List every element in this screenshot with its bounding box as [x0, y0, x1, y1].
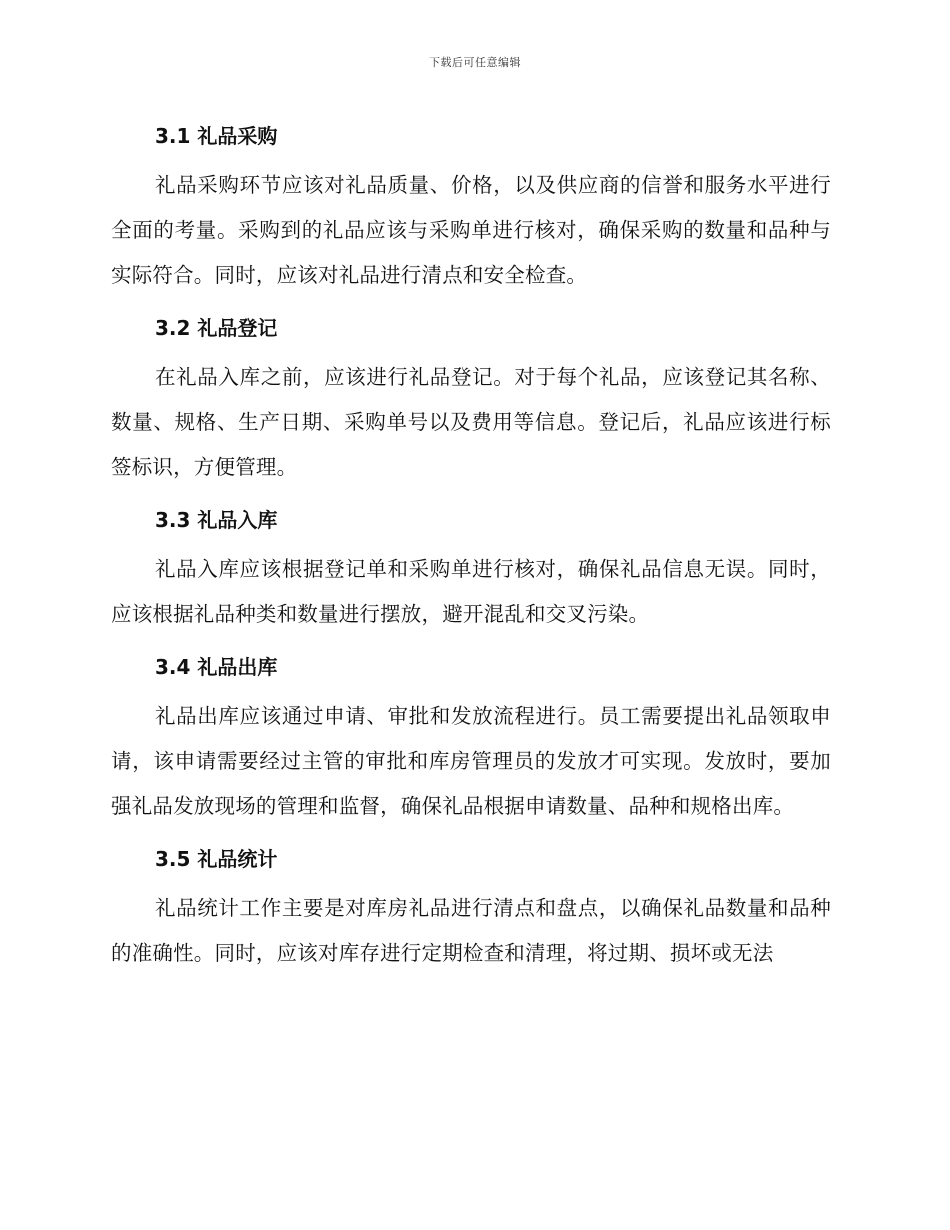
section-3-2: [111, 306, 831, 490]
section-paragraph: 礼品入库应该根据登记单和采购单进行核对，确保礼品信息无误。同时，应该根据礼品种类和数量进行摆放，避开混乱和交叉污染。: [111, 557, 831, 626]
document-body: [111, 106, 831, 980]
section-heading: 3.5 礼品统计: [155, 847, 278, 871]
section-3-5: [111, 837, 831, 976]
section-paragraph: 礼品统计工作主要是对库房礼品进行清点和盘点，以确保礼品数量和品种的准确性。同时，应该对库存进行定期检查和清理，将过期、损坏或无法: [111, 896, 831, 965]
section-heading: 3.2 礼品登记: [155, 316, 278, 340]
section-heading: 3.1 礼品采购: [155, 124, 278, 148]
page-header-note: 下载后可任意编辑: [429, 56, 521, 69]
section-3-3: [111, 498, 831, 637]
section-paragraph: 礼品出库应该通过申请、审批和发放流程进行。员工需要提出礼品领取申请，该申请需要经过主管的审批和库房管理员的发放才可实现。发放时，要加强礼品发放现场的管理和监督，确保礼品根据申请数量、品种和规格出库。: [111, 704, 831, 818]
section-heading: 3.3 礼品入库: [155, 508, 278, 532]
section-heading: 3.4 礼品出库: [155, 655, 278, 679]
section-paragraph: 在礼品入库之前，应该进行礼品登记。对于每个礼品，应该登记其名称、数量、规格、生产日期、采购单号以及费用等信息。登记后，礼品应该进行标签标识，方便管理。: [111, 365, 831, 479]
section-3-1: [111, 114, 831, 298]
section-3-4: [111, 645, 831, 829]
section-paragraph: 礼品采购环节应该对礼品质量、价格，以及供应商的信誉和服务水平进行全面的考量。采购到的礼品应该与采购单进行核对，确保采购的数量和品种与实际符合。同时，应该对礼品进行清点和安全检查。: [111, 173, 831, 287]
